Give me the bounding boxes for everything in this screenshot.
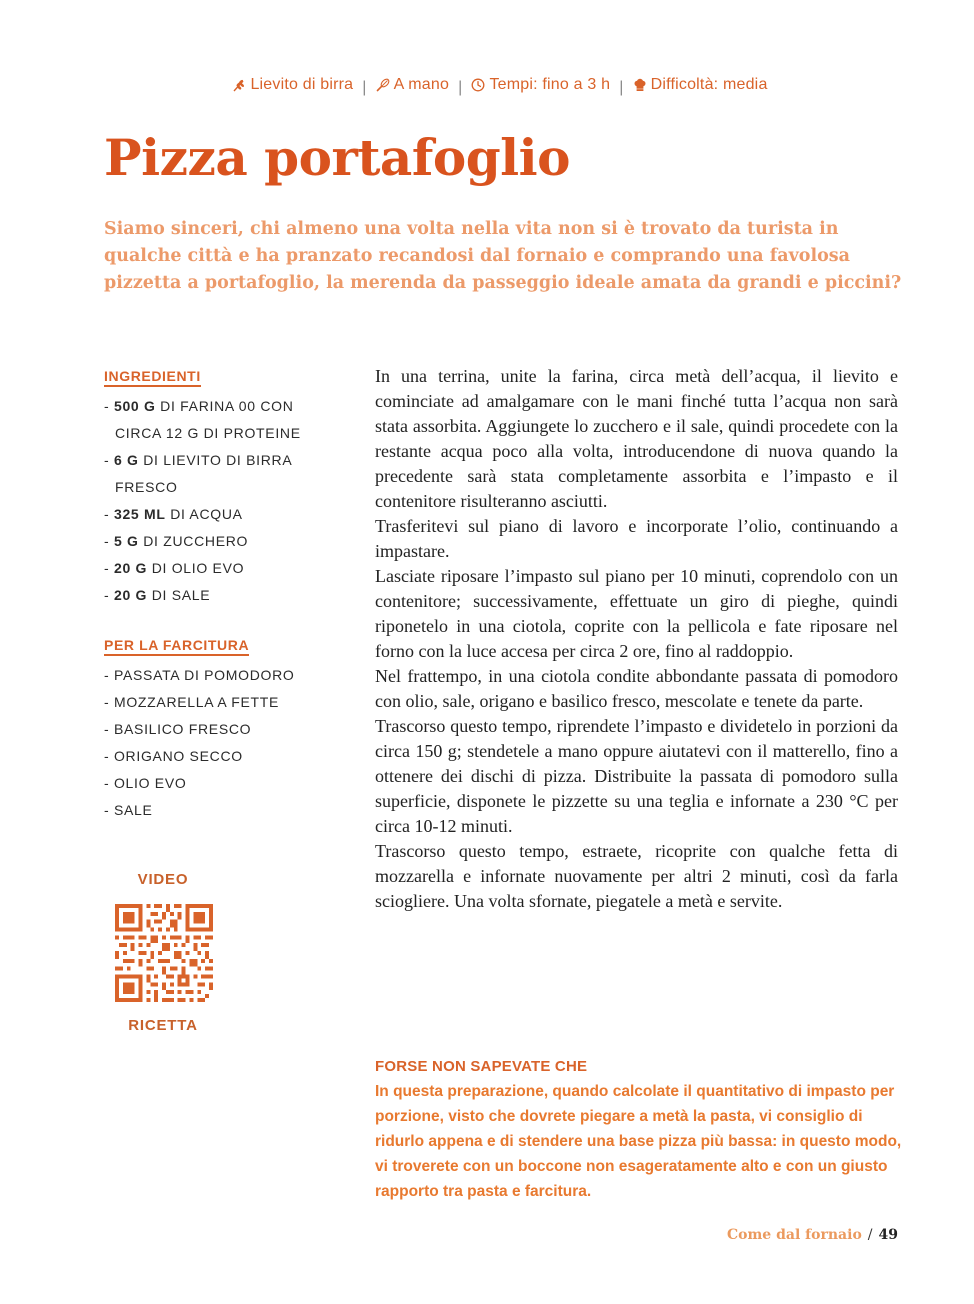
- body-paragraph: Trascorso questo tempo, estraete, ricoprite con qualche fetta di mozzarella e infornate nuovamente per altri 2 minuti, così da farla sciogliere. Una volta sfornate, piegatele a metà e servite.: [375, 841, 898, 911]
- meta-time: [471, 76, 610, 94]
- ingredient-qty: 20 G: [113, 560, 148, 576]
- ingredient-item: - 5 G DI ZUCCHERO: [104, 533, 249, 549]
- ingredient-name: DI LIEVITO DI BIRRA FRESCO: [115, 452, 292, 495]
- filling-list: [104, 662, 344, 824]
- ingredient-item: - 500 G DI FARINA 00 CON CIRCA 12 G DI PROTEINE: [104, 398, 301, 441]
- clock-icon: [471, 78, 485, 92]
- meta-difficulty: [633, 76, 768, 94]
- meta-method-label: A mano: [393, 76, 450, 93]
- filling-item: - OLIO EVO: [104, 775, 187, 791]
- filling-item: - MOZZARELLA A FETTE: [104, 694, 280, 710]
- video-label: VIDEO: [137, 871, 189, 888]
- body-paragraph: In una terrina, unite la farina, circa metà dell’acqua, il lievito e cominciate ad amalgamare con le mani finché tutta l’acqua non sarà stata assorbita. Aggiungete lo zucchero e il sale, quindi procedete con la restante acqua poco alla volta, introducendone di nuova quando la precedente sarà stata completamente assorbita e l’impasto e il contenitore risulteranno asciutti.: [375, 366, 898, 511]
- ingredient-name: DI FARINA 00 CON CIRCA 12 G DI PROTEINE: [115, 398, 301, 441]
- ingredient-qty: 500 G: [113, 398, 156, 414]
- filling-item-label: SALE: [113, 802, 153, 818]
- ingredient-item: - 20 G DI SALE: [104, 587, 211, 603]
- footer-separator: /: [867, 1227, 873, 1243]
- wheat-icon: [232, 78, 246, 92]
- tip-box: [375, 1058, 905, 1204]
- separator: |: [362, 79, 367, 96]
- ingredients-heading: INGREDIENTI: [104, 368, 201, 387]
- filling-section: [104, 637, 344, 824]
- page-title: Pizza portafoglio: [104, 128, 570, 187]
- ingredient-item: - 20 G DI OLIO EVO: [104, 560, 245, 576]
- meta-method: [376, 76, 449, 94]
- recipe-meta-bar: [0, 76, 974, 97]
- ingredient-qty: 6 G: [113, 452, 139, 468]
- ingredient-name: DI SALE: [147, 587, 211, 603]
- filling-item: - BASILICO FRESCO: [104, 721, 252, 737]
- body-paragraph: Trascorso questo tempo, riprendete l’impasto e dividetelo in porzioni da circa 150 g; stendetele a mano oppure aiutatevi con il matterello, fino a ottenere dei dischi di pizza. Distribuite la passata di pomodoro sulla superficie, disponete le pizzette su una teglia e infornate a 230 °C per circa 10-12 minuti.: [375, 716, 898, 836]
- tip-heading: FORSE NON SAPEVATE CHE: [375, 1058, 588, 1075]
- ingredient-qty: 20 G: [113, 587, 148, 603]
- page-number: 49: [878, 1227, 898, 1243]
- ingredient-qty: 325 ML: [113, 506, 166, 522]
- intro-paragraph: Siamo sinceri, chi almeno una volta nella vita non si è trovato da turista in qualche città e ha pranzato recandosi dal fornaio e comprando una favolosa pizzetta a portafoglio, la merenda da passeggio ideale amata da grandi e piccini?: [104, 219, 902, 293]
- meta-difficulty-label: Difficoltà: media: [650, 76, 768, 93]
- filling-item: - PASSATA DI POMODORO: [104, 667, 295, 683]
- ingredient-name: DI ZUCCHERO: [138, 533, 249, 549]
- filling-item: - SALE: [104, 802, 153, 818]
- ingredient-qty: 5 G: [113, 533, 139, 549]
- ingredient-name: DI ACQUA: [165, 506, 243, 522]
- ingredient-item: - 6 G DI LIEVITO DI BIRRA FRESCO: [104, 452, 292, 495]
- separator: |: [619, 79, 624, 96]
- tip-text: In questa preparazione, quando calcolate il quantitativo di impasto per porzione, visto che dovrete piegare a metà la pasta, vi consiglio di ridurlo appena e di stendere una base pizza più bassa: in questo modo, vi troverete con un boccone non esageratamente alto e con un giusto rapporto tra pasta e farcitura.: [375, 1083, 902, 1200]
- filling-item-label: PASSATA DI POMODORO: [113, 667, 295, 683]
- meta-leavening: [232, 76, 353, 94]
- book-title: Come dal fornaio: [727, 1227, 862, 1243]
- recipe-body: [375, 364, 898, 914]
- ingredients-list: [104, 393, 344, 609]
- filling-item-label: BASILICO FRESCO: [113, 721, 252, 737]
- qr-code[interactable]: [115, 904, 213, 1002]
- body-paragraph: Trasferitevi sul piano di lavoro e incorporate l’olio, continuando a impastare.: [375, 516, 898, 561]
- filling-item-label: OLIO EVO: [113, 775, 187, 791]
- page-footer: [727, 1227, 898, 1243]
- meta-leavening-label: Lievito di birra: [250, 76, 354, 93]
- body-paragraph: Lasciate riposare l’impasto sul piano per 10 minuti, coprendolo con un contenitore; successivamente, effettuate un giro di pieghe, quindi riponetelo in una ciotola, coprite con la pellicola e fate riposare nel forno con la luce accesa per circa 2 ore, fino al raddoppio.: [375, 566, 898, 661]
- filling-item-label: ORIGANO SECCO: [113, 748, 243, 764]
- filling-item: - ORIGANO SECCO: [104, 748, 243, 764]
- filling-item-label: MOZZARELLA A FETTE: [113, 694, 280, 710]
- ingredients-sidebar: [104, 368, 344, 824]
- chef-hat-icon: [633, 78, 647, 92]
- ingredient-name: DI OLIO EVO: [147, 560, 245, 576]
- ingredient-item: - 325 ML DI ACQUA: [104, 506, 243, 522]
- separator: |: [458, 79, 463, 96]
- filling-heading: PER LA FARCITURA: [104, 637, 249, 656]
- whisk-icon: [376, 78, 390, 92]
- meta-time-label: Tempi: fino a 3 h: [489, 76, 611, 93]
- recipe-label: RICETTA: [128, 1017, 198, 1034]
- body-paragraph: Nel frattempo, in una ciotola condite abbondante passata di pomodoro con olio, sale, origano e basilico fresco, mescolate e tenete da parte.: [375, 666, 898, 711]
